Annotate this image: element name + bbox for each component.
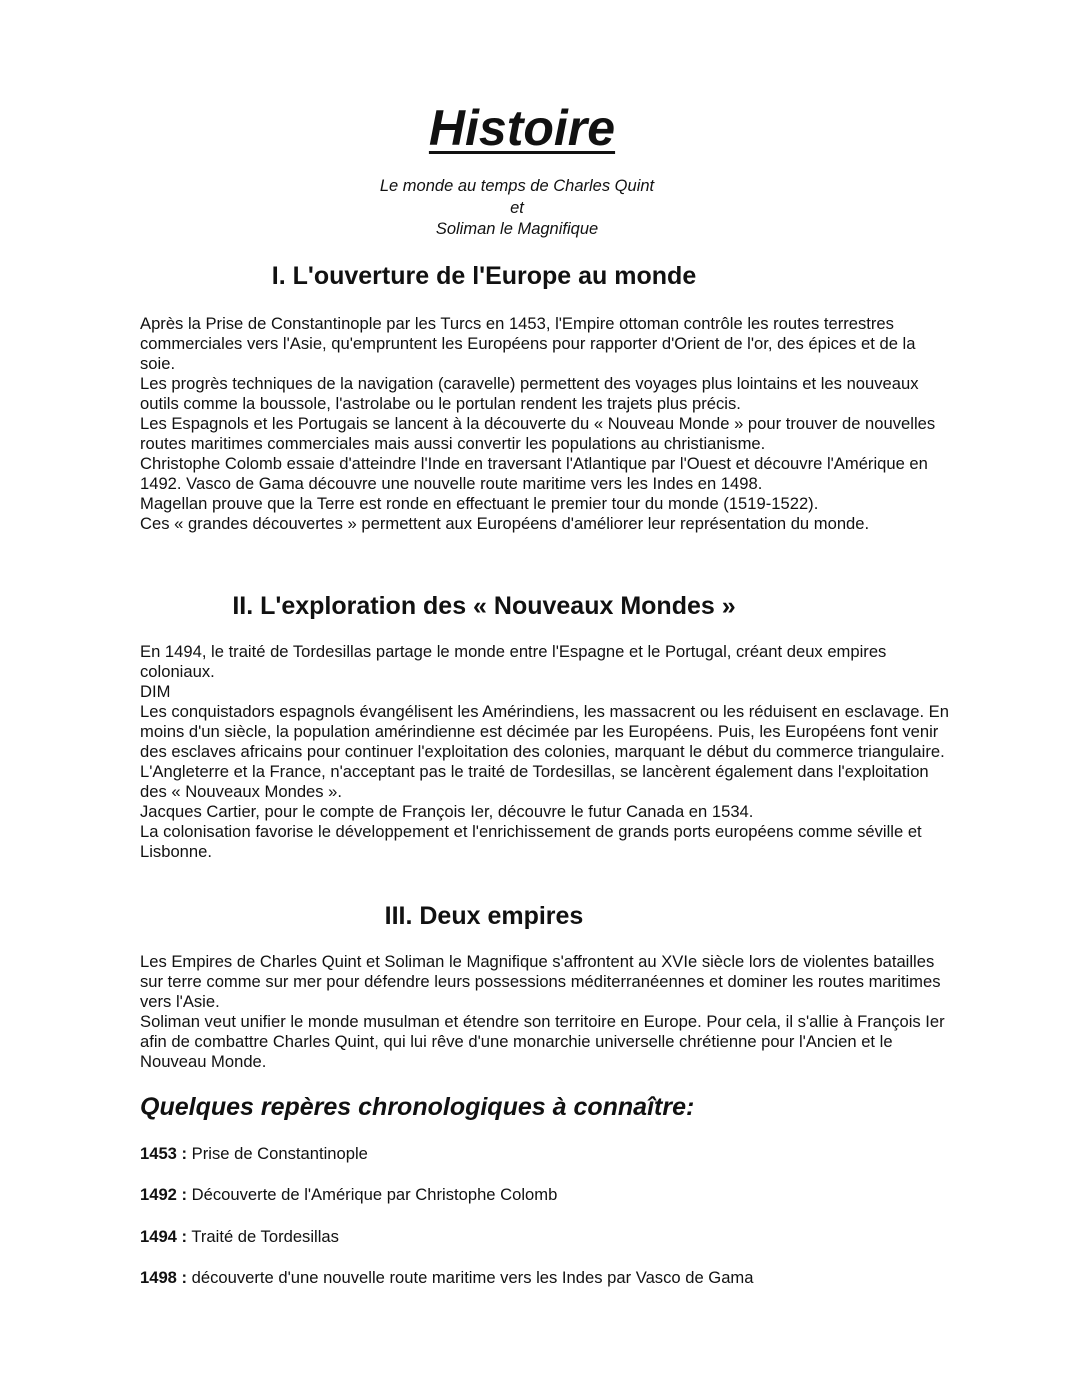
chronology-item xyxy=(140,1185,557,1205)
section-2-paragraph: En 1494, le traité de Tordesillas partage le monde entre l'Espagne et le Portugal, créant deux empires coloniaux. xyxy=(140,642,887,681)
page-subtitle xyxy=(0,176,1034,241)
subtitle-line-1: Le monde au temps de Charles Quint xyxy=(379,177,655,195)
section-2-body xyxy=(140,642,950,862)
section-2-paragraph: L'Angleterre et la France, n'acceptant pas le traité de Tordesillas, se lancèrent également dans l'exploitation des « Nouveaux Mondes ». xyxy=(140,762,929,801)
section-1-paragraph: Magellan prouve que la Terre est ronde en effectuant le premier tour du monde (1519-1522). xyxy=(140,494,819,513)
section-2-paragraph: DIM xyxy=(140,682,171,701)
chronology-item xyxy=(140,1227,339,1247)
section-3-body xyxy=(140,952,950,1072)
section-3-paragraph: Soliman veut unifier le monde musulman et étendre son territoire en Europe. Pour cela, il s'allie à François Ier afin de combattre Charles Quint, qui lui rêve d'une monarchie universelle chrétienne pour l'Ancien et le Nouveau Monde. xyxy=(140,1012,945,1071)
chronology-item xyxy=(140,1144,368,1164)
chronology-item xyxy=(140,1268,754,1288)
section-1-paragraph: Ces « grandes découvertes » permettent aux Européens d'améliorer leur représentation du monde. xyxy=(140,514,870,533)
chronology-year: 1498 : xyxy=(140,1268,188,1287)
section-1-paragraph: Après la Prise de Constantinople par les Turcs en 1453, l'Empire ottoman contrôle les routes terrestres commerciales vers l'Asie, qu'empruntent les Européens pour rapporter d'Orient de l'or, des épices et de la soie. xyxy=(140,314,916,373)
subtitle-line-3: Soliman le Magnifique xyxy=(435,220,599,238)
chronology-text: Découverte de l'Amérique par Christophe Colomb xyxy=(187,1185,558,1204)
section-2-paragraph: Jacques Cartier, pour le compte de François Ier, découvre le futur Canada en 1534. xyxy=(140,802,754,821)
section-1-heading: I. L'ouverture de l'Europe au monde xyxy=(271,262,697,290)
section-2-heading: II. L'exploration des « Nouveaux Mondes » xyxy=(232,592,736,620)
page-title: Histoire xyxy=(428,100,616,156)
chronology-text: Prise de Constantinople xyxy=(187,1144,368,1163)
chronology-year: 1492 : xyxy=(140,1185,188,1204)
chronology-year: 1453 : xyxy=(140,1144,188,1163)
chronology-text: découverte d'une nouvelle route maritime vers les Indes par Vasco de Gama xyxy=(187,1268,754,1287)
chronology-text: Traité de Tordesillas xyxy=(187,1227,339,1246)
section-3-heading: III. Deux empires xyxy=(384,902,584,930)
chronology-heading: Quelques repères chronologiques à connaître: xyxy=(140,1093,695,1121)
chronology-year: 1494 : xyxy=(140,1227,188,1246)
section-1-paragraph: Christophe Colomb essaie d'atteindre l'Inde en traversant l'Atlantique par l'Ouest et découvre l'Amérique en 1492. Vasco de Gama découvre une nouvelle route maritime vers les Indes en 1498. xyxy=(140,454,928,493)
subtitle-line-2: et xyxy=(510,198,524,217)
section-1-body xyxy=(140,314,950,534)
section-1-paragraph: Les progrès techniques de la navigation (caravelle) permettent des voyages plus lointains et les nouveaux outils comme la boussole, l'astrolabe ou le portulan rendent les trajets plus précis. xyxy=(140,374,919,413)
section-1-paragraph: Les Espagnols et les Portugais se lancent à la découverte du « Nouveau Monde » pour trouver de nouvelles routes maritimes commerciales mais aussi convertir les populations au christianisme. xyxy=(140,414,936,453)
section-3-paragraph: Les Empires de Charles Quint et Soliman le Magnifique s'affrontent au XVIe siècle lors de violentes batailles sur terre comme sur mer pour défendre leurs possessions méditerranéennes et dominer les routes maritimes vers l'Asie. xyxy=(140,952,941,1011)
section-2-paragraph: La colonisation favorise le développement et l'enrichissement de grands ports européens comme séville et Lisbonne. xyxy=(140,822,922,861)
section-2-paragraph: Les conquistadors espagnols évangélisent les Amérindiens, les massacrent ou les réduisent en esclavage. En moins d'un siècle, la population amérindienne est décimée par les Européens. Puis, les Européens font venir des esclaves africains pour continuer l'exploitation des colonies, marquant le début du commerce triangulaire. xyxy=(140,702,949,761)
